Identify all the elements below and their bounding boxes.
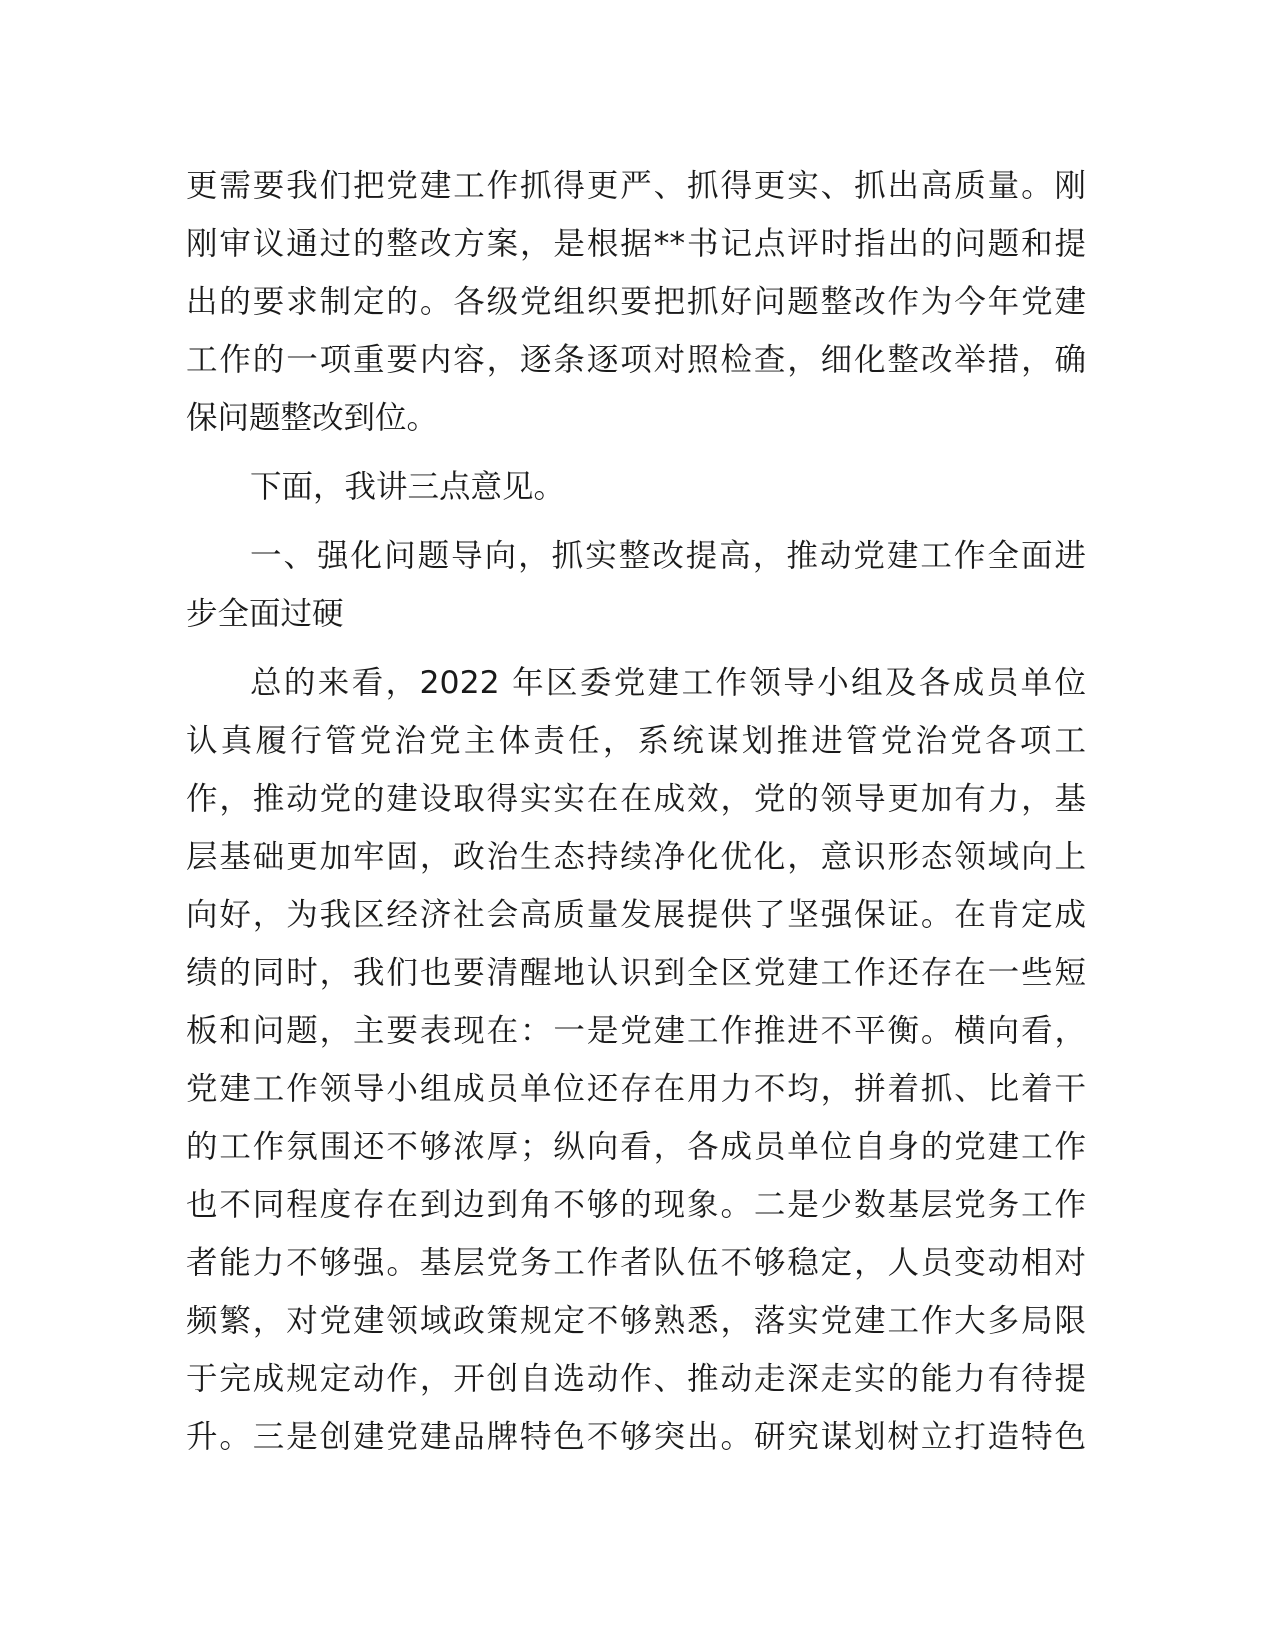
text-line: 者能力不够强。基层党务工作者队伍不够稳定，人员变动相对 (186, 1245, 1086, 1281)
text-line: 频繁，对党建领域政策规定不够熟悉，落实党建工作大多局限 (186, 1303, 1086, 1339)
document-body (186, 157, 1086, 1477)
text-line: 板和问题，主要表现在：一是党建工作推进不平衡。横向看， (186, 1013, 1086, 1049)
text-line: 步全面过硬 (186, 596, 344, 632)
text-line: 出的要求制定的。各级党组织要把抓好问题整改作为今年党建 (186, 284, 1086, 320)
text-line: 向好，为我区经济社会高质量发展提供了坚强保证。在肯定成 (186, 897, 1086, 933)
text-line: 绩的同时，我们也要清醒地认识到全区党建工作还存在一些短 (186, 955, 1086, 991)
text-line: 更需要我们把党建工作抓得更严、抓得更实、抓出高质量。刚 (186, 168, 1086, 204)
text-line: 升。三是创建党建品牌特色不够突出。研究谋划树立打造特色 (186, 1419, 1086, 1455)
text-line: 党建工作领导小组成员单位还存在用力不均，拼着抓、比着干 (186, 1071, 1086, 1107)
text-line: 下面，我讲三点意见。 (250, 469, 566, 505)
paragraph-1 (186, 157, 1086, 447)
text-line: 的工作氛围还不够浓厚；纵向看，各成员单位自身的党建工作 (186, 1129, 1086, 1165)
text-line: 于完成规定动作，开创自选动作、推动走深走实的能力有待提 (186, 1361, 1086, 1397)
text-line: 保问题整改到位。 (186, 400, 439, 436)
text-line: 一、强化问题导向，抓实整改提高，推动党建工作全面进 (250, 538, 1086, 574)
text-line: 也不同程度存在到边到角不够的现象。二是少数基层党务工作 (186, 1187, 1086, 1223)
paragraph-4 (186, 654, 1086, 1466)
paragraph-2 (186, 458, 1086, 516)
text-line: 总的来看，2022 年区委党建工作领导小组及各成员单位 (250, 665, 1086, 701)
text-line: 认真履行管党治党主体责任，系统谋划推进管党治党各项工 (186, 723, 1086, 759)
text-line: 作，推动党的建设取得实实在在成效，党的领导更加有力，基 (186, 781, 1086, 817)
text-line: 层基础更加牢固，政治生态持续净化优化，意识形态领域向上 (186, 839, 1086, 875)
section-heading-1 (186, 527, 1086, 643)
text-line: 刚审议通过的整改方案，是根据**书记点评时指出的问题和提 (186, 226, 1086, 262)
text-line: 工作的一项重要内容，逐条逐项对照检查，细化整改举措，确 (186, 342, 1086, 378)
